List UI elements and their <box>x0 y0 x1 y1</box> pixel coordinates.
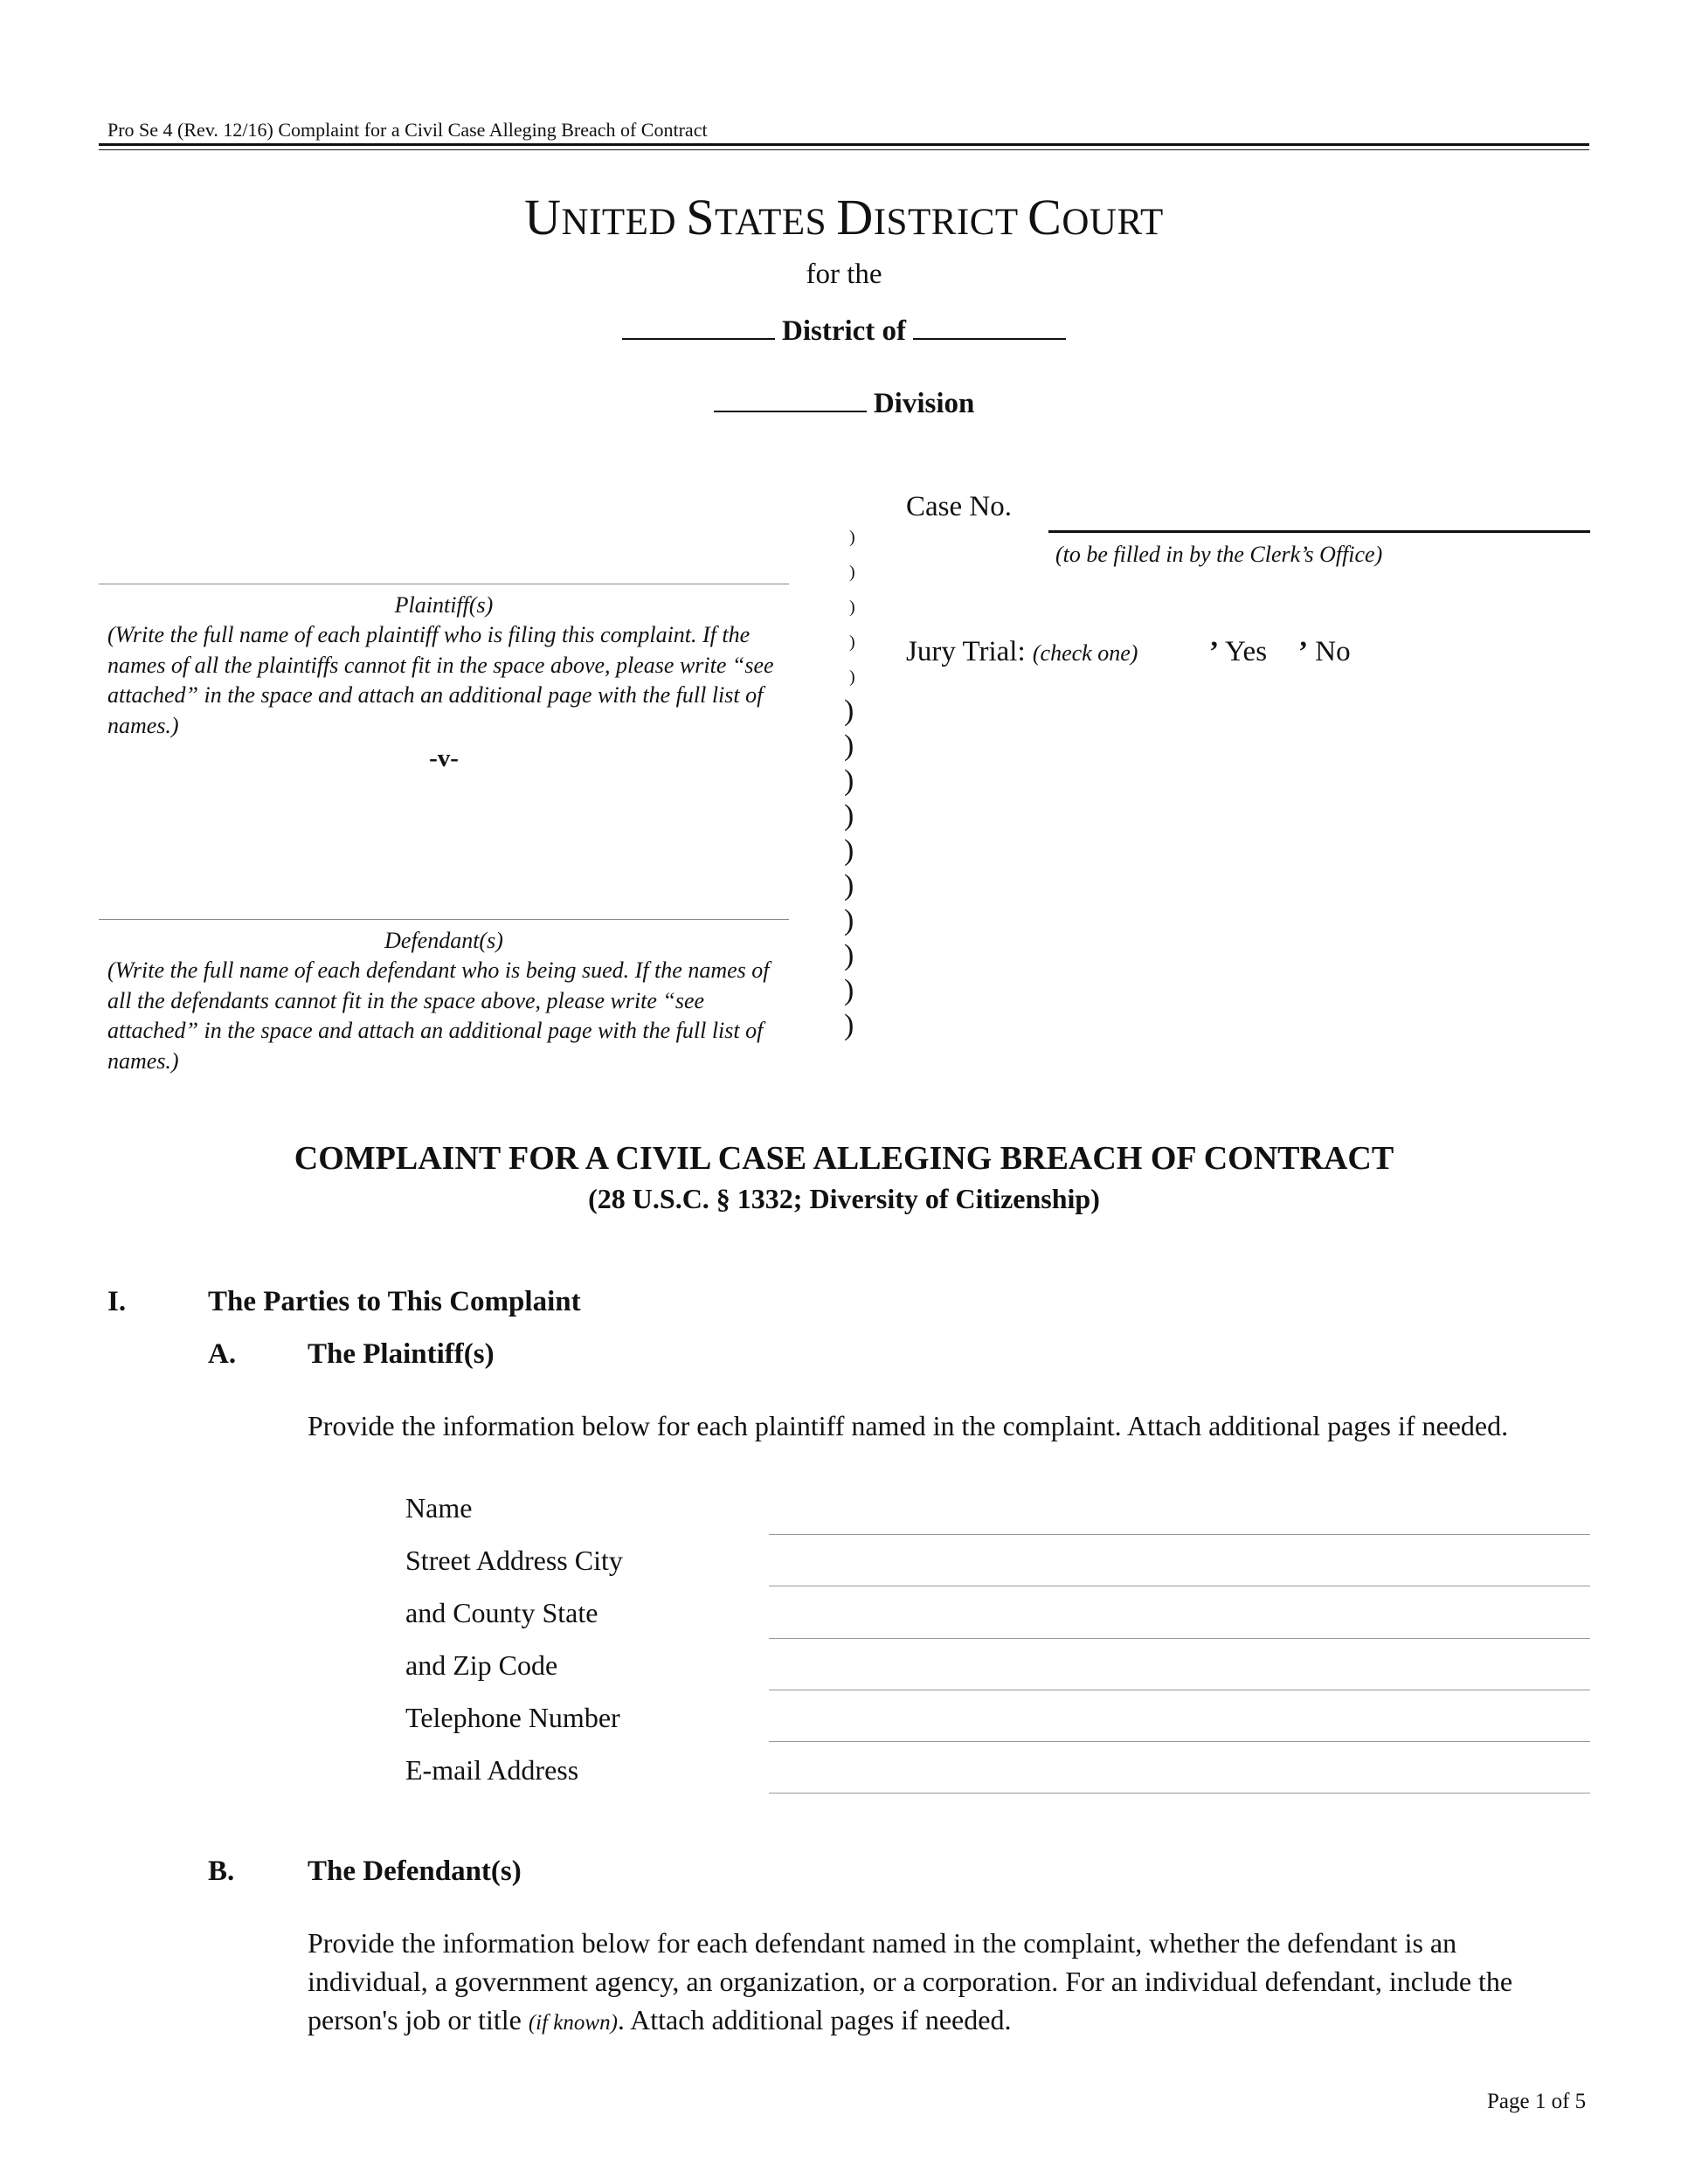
no-checkbox-icon[interactable]: ’ <box>1298 636 1308 667</box>
yes-label: Yes <box>1225 636 1268 667</box>
section-a-title: The Plaintiff(s) <box>308 1338 495 1370</box>
district-blank-right[interactable] <box>913 314 1066 340</box>
caption-paren: ) <box>844 799 854 832</box>
if-known-note: (if known) <box>528 2011 618 2035</box>
court-title-initial-c: C <box>1027 189 1062 245</box>
caption-paren: ) <box>849 667 855 687</box>
caption-paren: ) <box>844 939 854 971</box>
district-line <box>0 314 1688 348</box>
section-b-instructions <box>308 1924 1548 2042</box>
court-title-rest-ourt: OURT <box>1062 202 1164 243</box>
court-title <box>0 188 1688 246</box>
plaintiff-field-label-county: and County State <box>405 1597 598 1628</box>
jury-yes-option[interactable] <box>1209 636 1267 668</box>
caption-paren: ) <box>849 563 855 582</box>
complaint-title: COMPLAINT FOR A CIVIL CASE ALLEGING BREACH OF CONTRACT <box>294 1140 1394 1177</box>
plaintiff-county-input[interactable] <box>769 1638 1590 1639</box>
court-title-rest-istrict: ISTRICT <box>873 202 1028 243</box>
caption-paren: ) <box>849 632 855 652</box>
division-blank[interactable] <box>714 386 867 412</box>
district-label: District of <box>781 315 907 347</box>
section-b-letter: B. <box>208 1856 235 1887</box>
plaintiff-field-label-name: Name <box>405 1492 473 1524</box>
caption-paren: ) <box>844 869 854 902</box>
jury-no-option[interactable] <box>1298 636 1351 668</box>
case-no-label: Case No. <box>906 491 1012 522</box>
no-label: No <box>1315 636 1351 667</box>
division-label: Division <box>873 388 975 419</box>
section-b-instructions-post: . Attach additional pages if needed. <box>617 2004 1012 2035</box>
caption-paren: ) <box>844 1009 854 1041</box>
form-identifier: Pro Se 4 (Rev. 12/16) Complaint for a Civil Case Alleging Breach of Contract <box>107 119 708 141</box>
court-title-rest-nited: NITED <box>561 202 687 243</box>
division-line <box>0 386 1688 420</box>
plaintiff-field-label-telephone: Telephone Number <box>405 1702 620 1733</box>
court-title-initial-u: U <box>524 189 562 245</box>
defendant-name-line[interactable] <box>99 919 789 920</box>
plaintiff-label: Plaintiff(s) <box>394 592 494 618</box>
section-a-letter: A. <box>208 1338 237 1370</box>
header-rule-thick <box>99 143 1589 146</box>
case-no-field[interactable] <box>1048 530 1590 533</box>
defendant-instructions: (Write the full name of each defendant who is being sued. If the names of all the defendants cannot fit in the space above, please write “see attached” in the space and attach an additional page with the full list of names.) <box>107 957 770 1074</box>
section-b-title: The Defendant(s) <box>308 1856 522 1887</box>
plaintiff-field-label-zip: and Zip Code <box>405 1649 558 1681</box>
complaint-subtitle: (28 U.S.C. § 1332; Diversity of Citizenship) <box>588 1183 1100 1214</box>
caption-paren: ) <box>849 598 855 617</box>
case-no-note: (to be filled in by the Clerk’s Office) <box>1055 542 1383 567</box>
plaintiff-field-label-email: E-mail Address <box>405 1754 579 1786</box>
court-title-initial-d: D <box>836 189 874 245</box>
caption-paren: ) <box>844 764 854 797</box>
plaintiff-email-input[interactable] <box>769 1793 1590 1794</box>
defendant-label: Defendant(s) <box>384 928 503 953</box>
page-number: Page 1 of 5 <box>1487 2090 1587 2113</box>
yes-checkbox-icon[interactable]: ’ <box>1209 636 1219 667</box>
court-title-rest-tates: TATES <box>715 202 837 243</box>
jury-trial-label: Jury Trial: <box>906 636 1026 667</box>
court-title-initial-s: S <box>686 189 716 245</box>
caption-paren: ) <box>844 834 854 867</box>
for-the-text: for the <box>806 259 882 290</box>
caption-paren: ) <box>844 904 854 936</box>
section-i-title: The Parties to This Complaint <box>208 1286 581 1317</box>
section-b-instructions-pre: Provide the information below for each defendant named in the complaint, whether the defendant is an individual, a government agency, an organization, or a corporation. For an individual defendant, include the person's job or title <box>308 1927 1513 2035</box>
section-a-instructions: Provide the information below for each plaintiff named in the complaint. Attach additional pages if needed. <box>308 1410 1509 1441</box>
caption-paren: ) <box>849 528 855 547</box>
plaintiff-instructions: (Write the full name of each plaintiff who is filing this complaint. If the names of all the plaintiffs cannot fit in the space above, please write “see attached” in the space and attach an additional page with the full list of names.) <box>107 622 774 738</box>
plaintiff-name-input[interactable] <box>769 1534 1590 1535</box>
versus-text: -v- <box>429 744 459 772</box>
plaintiff-field-label-street: Street Address City <box>405 1545 623 1576</box>
district-blank-left[interactable] <box>622 314 775 340</box>
caption-paren: ) <box>844 974 854 1006</box>
plaintiff-telephone-input[interactable] <box>769 1741 1590 1742</box>
section-i-number: I. <box>107 1286 127 1317</box>
jury-trial-row <box>906 636 1138 668</box>
jury-check-note: (check one) <box>1032 640 1138 666</box>
caption-paren: ) <box>844 695 854 727</box>
header-rule-thin <box>99 149 1589 150</box>
caption-paren: ) <box>844 729 854 762</box>
